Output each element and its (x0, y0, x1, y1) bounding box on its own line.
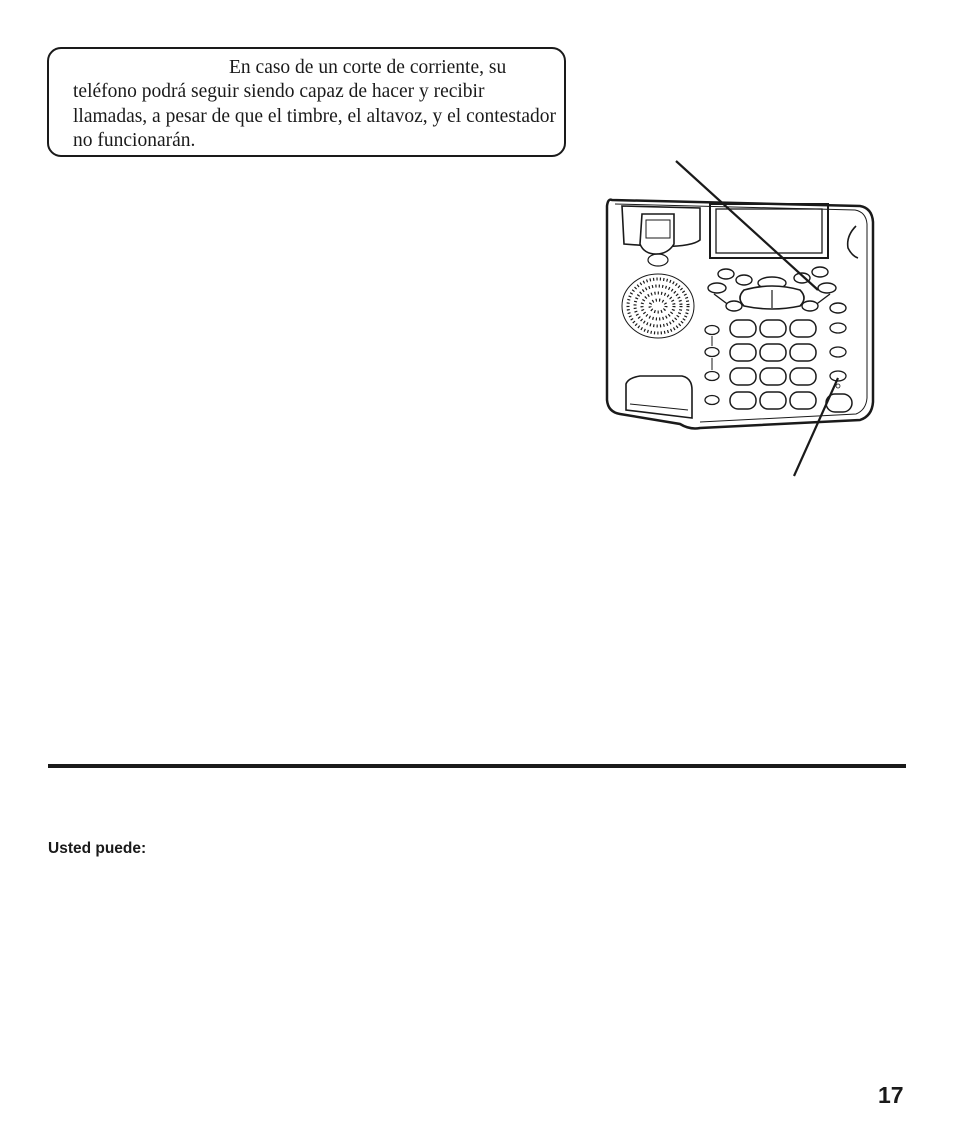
section-divider (48, 764, 906, 768)
page-number: 17 (878, 1082, 904, 1108)
power-outage-note (47, 47, 566, 157)
section-subheading: Usted puede: (48, 840, 147, 857)
power-outage-note-text: En caso de un corte de corriente, su teléfono podrá seguir siendo capaz de hacer y recibir llamadas, a pesar de que el timbre, el altavoz, y el contestador no funcionarán. (73, 57, 556, 151)
telephone-illustration (600, 150, 890, 480)
